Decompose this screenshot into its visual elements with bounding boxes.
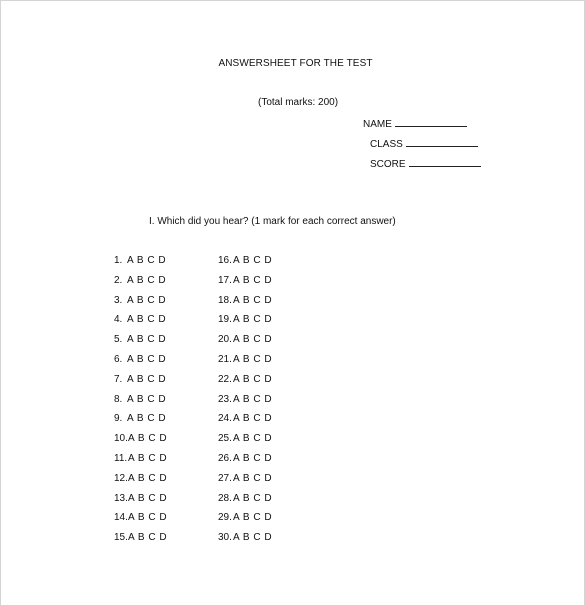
question-number: 29.: [218, 512, 232, 524]
score-label: SCORE: [370, 159, 406, 170]
question-number: 10.: [114, 433, 128, 445]
question-number: 27.: [218, 472, 232, 484]
question-number: 11.: [114, 452, 128, 464]
question-column-1: [114, 255, 167, 552]
question-row: [114, 433, 167, 453]
question-number: 2.: [114, 274, 123, 286]
question-row: [114, 493, 167, 513]
question-row: [218, 453, 272, 473]
question-row: [114, 374, 167, 394]
question-row: [114, 295, 167, 315]
answer-options: A B C D: [233, 492, 272, 504]
answer-options: A B C D: [233, 314, 272, 326]
question-number: 22.: [218, 373, 232, 385]
question-row: [218, 314, 272, 334]
name-field: [363, 118, 467, 130]
question-number: 13.: [114, 492, 128, 504]
question-number: 4.: [114, 314, 123, 326]
name-blank-line: [395, 118, 467, 127]
answer-options: A B C D: [233, 373, 272, 385]
answer-options: A B C D: [233, 413, 272, 425]
question-row: [114, 512, 167, 532]
answer-options: A B C D: [233, 532, 272, 544]
answer-options: A B C D: [233, 452, 272, 464]
question-number: 18.: [218, 294, 232, 306]
answer-options: A B C D: [127, 274, 166, 286]
question-number: 7.: [114, 373, 123, 385]
question-number: 26.: [218, 452, 232, 464]
question-number: 24.: [218, 413, 232, 425]
answer-options: A B C D: [127, 393, 166, 405]
question-number: 8.: [114, 393, 123, 405]
score-field: [370, 158, 481, 170]
answer-options: A B C D: [127, 373, 166, 385]
answer-options: A B C D: [127, 413, 166, 425]
answer-options: A B C D: [233, 353, 272, 365]
question-number: 20.: [218, 334, 232, 346]
answer-options: A B C D: [128, 433, 167, 445]
answer-options: A B C D: [233, 393, 272, 405]
answer-options: A B C D: [233, 512, 272, 524]
class-blank-line: [406, 138, 478, 147]
question-row: [218, 532, 272, 552]
question-row: [114, 334, 167, 354]
answer-options: A B C D: [128, 472, 167, 484]
question-row: [218, 394, 272, 414]
answer-options: A B C D: [128, 452, 167, 464]
total-marks: (Total marks: 200): [258, 97, 339, 108]
class-label: CLASS: [370, 139, 403, 150]
question-row: [218, 433, 272, 453]
question-number: 5.: [114, 334, 123, 346]
question-row: [114, 473, 167, 493]
question-row: [218, 295, 272, 315]
question-row: [218, 413, 272, 433]
score-blank-line: [409, 158, 481, 167]
question-number: 17.: [218, 274, 232, 286]
question-number: 25.: [218, 433, 232, 445]
question-row: [114, 413, 167, 433]
question-number: 16.: [218, 255, 232, 266]
question-number: 19.: [218, 314, 232, 326]
question-row: [218, 334, 272, 354]
question-row: [218, 493, 272, 513]
answer-options: A B C D: [233, 294, 272, 306]
question-number: 9.: [114, 413, 123, 425]
answer-options: A B C D: [233, 274, 272, 286]
question-row: [218, 473, 272, 493]
question-row: [114, 275, 167, 295]
question-number: 1.: [114, 255, 123, 266]
question-row: [114, 314, 167, 334]
answer-options: A B C D: [233, 255, 272, 266]
question-row: [114, 532, 167, 552]
question-number: 23.: [218, 393, 232, 405]
question-row: [218, 354, 272, 374]
question-number: 3.: [114, 294, 123, 306]
question-row: [114, 255, 167, 275]
question-number: 14.: [114, 512, 128, 524]
section-heading: I. Which did you hear? (1 mark for each correct answer): [149, 216, 396, 227]
question-row: [218, 275, 272, 295]
question-number: 6.: [114, 353, 123, 365]
answer-options: A B C D: [233, 472, 272, 484]
class-field: [370, 138, 478, 150]
question-row: [114, 354, 167, 374]
question-number: 28.: [218, 492, 232, 504]
answer-options: A B C D: [233, 334, 272, 346]
question-row: [114, 453, 167, 473]
question-column-2: [218, 255, 272, 552]
name-label: NAME: [363, 119, 392, 130]
question-row: [218, 512, 272, 532]
question-number: 12.: [114, 472, 128, 484]
answer-options: A B C D: [127, 255, 166, 266]
page-title: ANSWERSHEET FOR THE TEST: [218, 58, 373, 69]
question-row: [114, 394, 167, 414]
question-number: 21.: [218, 353, 232, 365]
answer-options: A B C D: [233, 433, 272, 445]
question-number: 15.: [114, 532, 128, 544]
question-row: [218, 374, 272, 394]
question-row: [218, 255, 272, 275]
answer-options: A B C D: [127, 353, 166, 365]
answer-options: A B C D: [127, 334, 166, 346]
answer-options: A B C D: [127, 294, 166, 306]
answer-options: A B C D: [128, 512, 167, 524]
answer-options: A B C D: [127, 314, 166, 326]
answer-options: A B C D: [128, 532, 167, 544]
answer-options: A B C D: [128, 492, 167, 504]
question-number: 30.: [218, 532, 232, 544]
